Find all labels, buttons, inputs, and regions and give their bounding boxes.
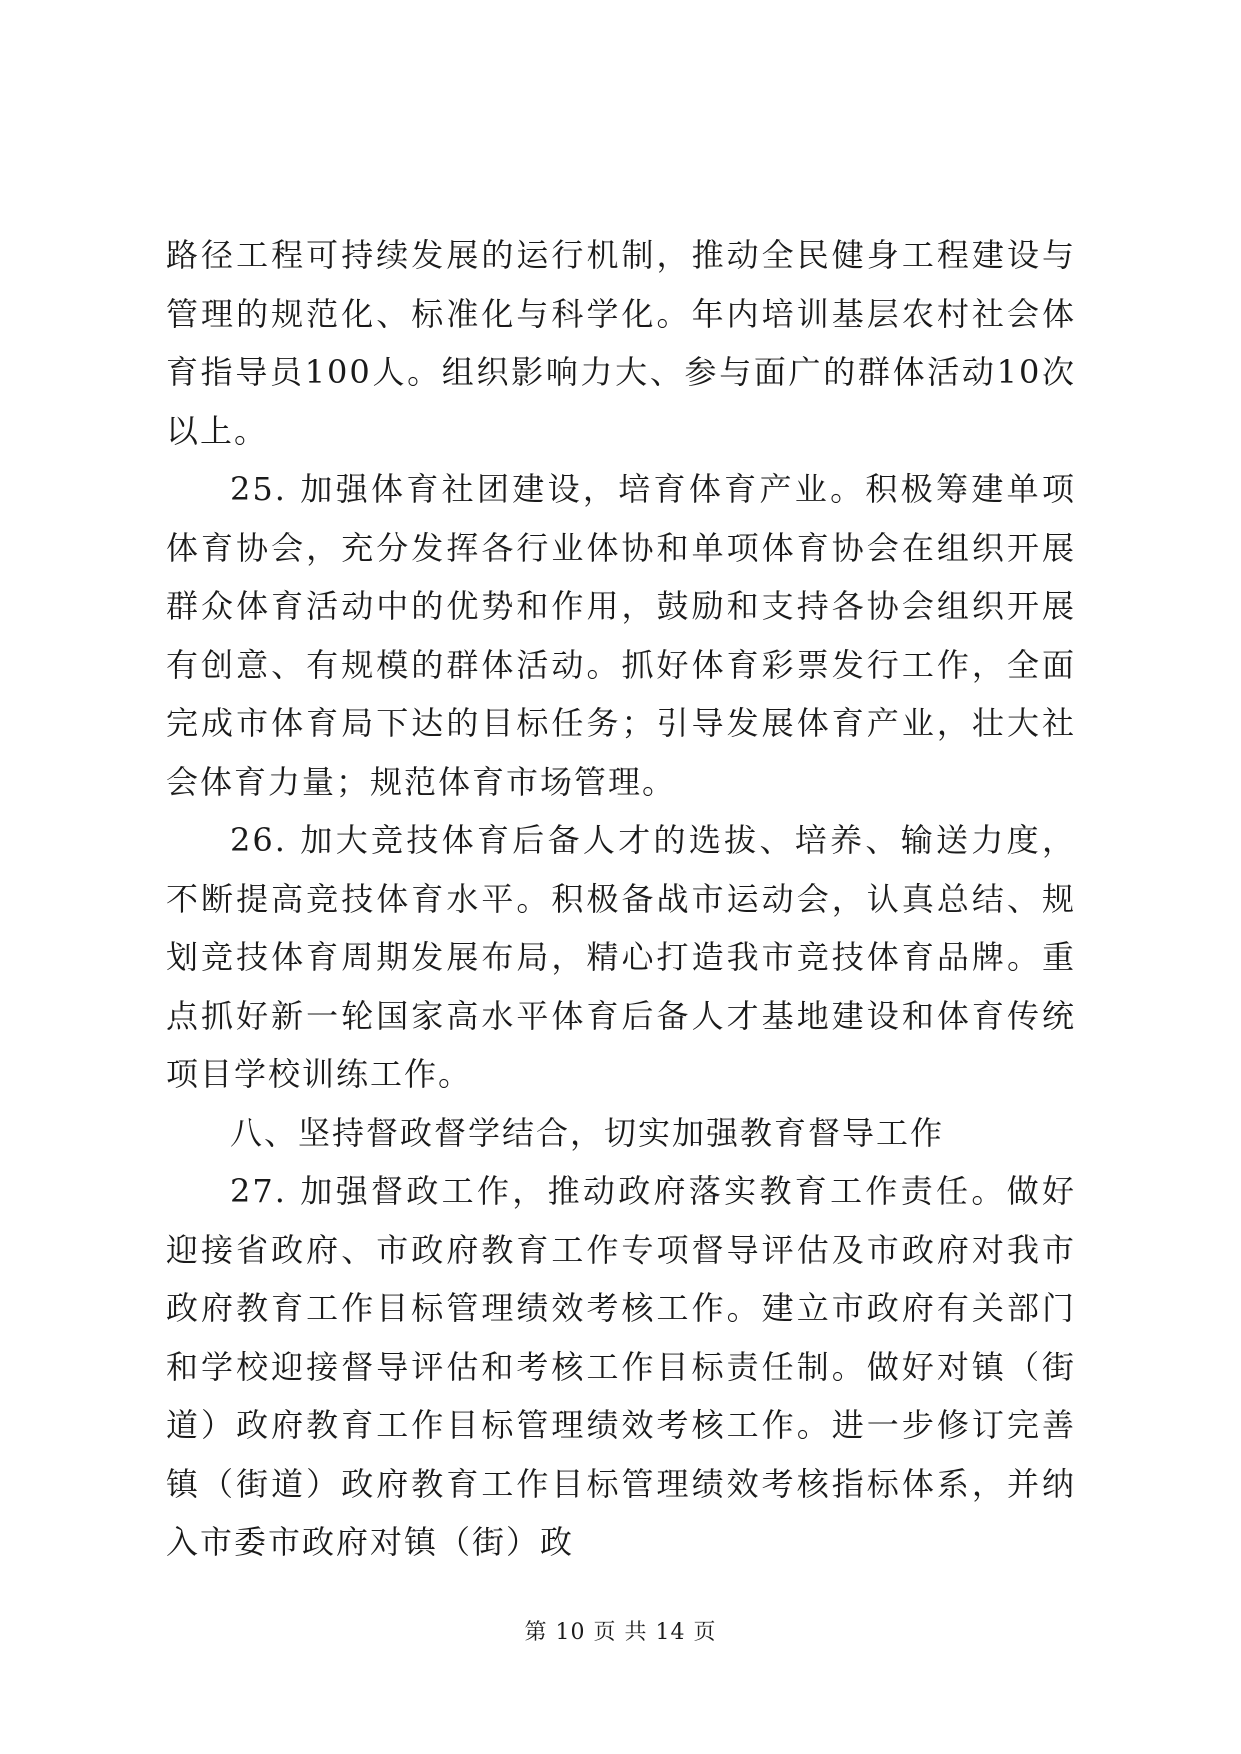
paragraph-item-25: 25. 加强体育社团建设，培育体育产业。积极筹建单项体育协会，充分发挥各行业体协和单项体育协会在组织开展群众体育活动中的优势和作用，鼓励和支持各协会组织开展有创意、有规模的群体活动。抓好体育彩票发行工作，全面完成市体育局下达的目标任务；引导发展体育产业，壮大社会体育力量；规范体育市场管理。 [166,470,1076,801]
paragraph-item-26: 26. 加大竞技体育后备人才的选拔、培养、输送力度，不断提高竞技体育水平。积极备战市运动会，认真总结、规划竞技体育周期发展布局，精心打造我市竞技体育品牌。重点抓好新一轮国家高水平体育后备人才基地建设和体育传统项目学校训练工作。 [166,821,1076,1093]
page-number-footer: 第 10 页 共 14 页 [524,1620,717,1645]
document-body [166,226,1076,1572]
paragraph-continuation: 路径工程可持续发展的运行机制，推动全民健身工程建设与管理的规范化、标准化与科学化。年内培训基层农村社会体育指导员100人。组织影响力大、参与面广的群体活动10次以上。 [166,236,1076,450]
section-heading-8: 八、坚持督政督学结合，切实加强教育督导工作 [230,1113,945,1152]
paragraph-item-27: 27. 加强督政工作，推动政府落实教育工作责任。做好迎接省政府、市政府教育工作专项督导评估及市政府对我市政府教育工作目标管理绩效考核工作。建立市政府有关部门和学校迎接督导评估和考核工作目标责任制。做好对镇（街道）政府教育工作目标管理绩效考核工作。进一步修订完善镇（街道）政府教育工作目标管理绩效考核指标体系，并纳入市委市政府对镇（街）政 [166,1172,1076,1561]
